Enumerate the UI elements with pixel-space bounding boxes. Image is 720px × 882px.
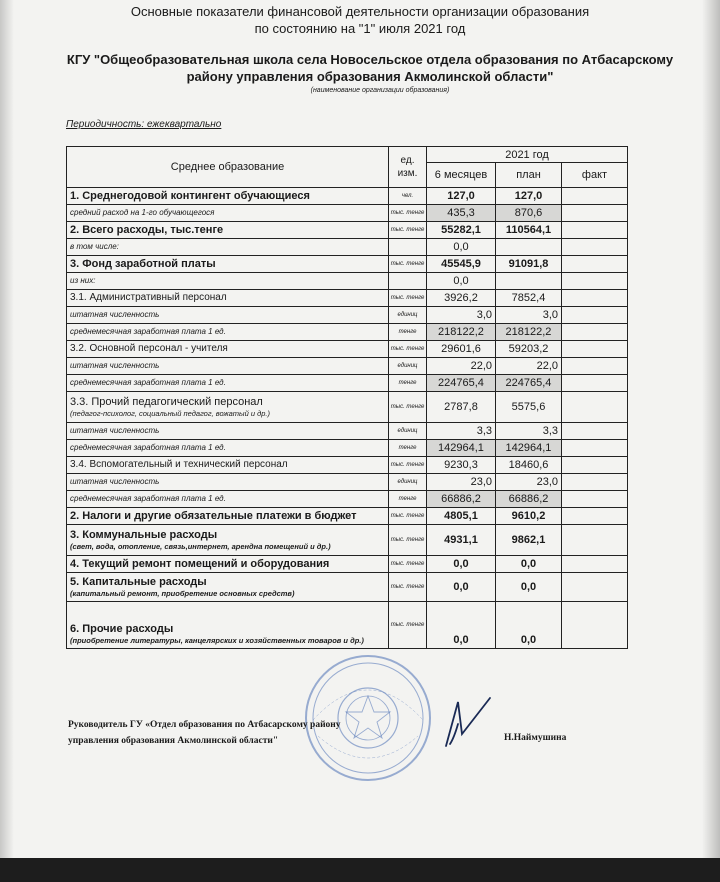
cell-fact [562,440,628,457]
cell-m6: 66886,2 [427,491,496,508]
cell-fact [562,256,628,273]
cell-fact [562,457,628,474]
row-label: среднемесячная заработная плата 1 ед. [67,491,389,508]
cell-plan: 59203,2 [496,341,562,358]
row-label: 2. Налоги и другие обязательные платежи в бюджет [67,508,389,525]
row-unit: тыс. тенге [389,222,427,239]
row-label-main: 3. Коммунальные расходы [70,528,218,541]
row-label: средний расход на 1-го обучающегося [67,205,389,222]
cell-m6: 218122,2 [427,324,496,341]
row-label-main: 3.3. Прочий педагогический персонал [70,395,263,408]
row-label: в том числе: [67,239,389,256]
row-label-sub: (свет, вода, отопление, связь,интернет, арендна помещений и др.) [70,541,331,551]
cell-fact [562,324,628,341]
official-seal-stamp [288,640,448,790]
signature-block [68,717,341,749]
table-row [67,307,628,324]
cell-m6: 127,0 [427,188,496,205]
cell-fact [562,556,628,573]
row-label: 3. Фонд заработной платы [67,256,389,273]
row-unit: единиц [389,423,427,440]
row-label: штатная численность [67,358,389,375]
cell-plan: 142964,1 [496,440,562,457]
cell-plan: 5575,6 [496,392,562,423]
row-label: штатная численность [67,307,389,324]
row-label: среднемесячная заработная плата 1 ед. [67,375,389,392]
table-row [67,525,628,556]
cell-m6: 142964,1 [427,440,496,457]
cell-plan [496,273,562,290]
cell-plan: 23,0 [496,474,562,491]
cell-m6: 4805,1 [427,508,496,525]
table-row [67,341,628,358]
row-unit: тыс. тенге [389,508,427,525]
cell-fact [562,222,628,239]
periodicity-label: Периодичность: ежеквартально [66,119,222,130]
header-year: 2021 год [427,147,628,163]
row-label-main: 5. Капитальные расходы [70,575,207,588]
table-row [67,273,628,290]
table-row [67,375,628,392]
row-label-sub: (педагог-психолог, социальный педагог, вожатый и др.) [70,408,270,418]
cell-m6: 3,0 [427,307,496,324]
row-label: штатная численность [67,423,389,440]
cell-m6: 0,0 [427,556,496,573]
cell-plan: 110564,1 [496,222,562,239]
cell-fact [562,474,628,491]
cell-m6: 0,0 [427,239,496,256]
row-unit [389,239,427,256]
cell-plan: 18460,6 [496,457,562,474]
cell-m6: 0,0 [427,602,496,649]
table-row [67,290,628,307]
cell-m6: 3926,2 [427,290,496,307]
table-row [67,457,628,474]
cell-fact [562,423,628,440]
table-row [67,440,628,457]
cell-plan: 3,0 [496,307,562,324]
cell-m6: 23,0 [427,474,496,491]
table-row [67,474,628,491]
row-label: из них: [67,273,389,290]
table-row [67,222,628,239]
cell-fact [562,358,628,375]
row-label [67,573,389,602]
cell-fact [562,341,628,358]
cell-m6: 0,0 [427,273,496,290]
cell-m6: 0,0 [427,573,496,602]
table-row [67,205,628,222]
document-title-line1: Основные показатели финансовой деятельности организации образования [130,4,590,19]
row-unit: тыс. тенге [389,457,427,474]
cell-plan: 66886,2 [496,491,562,508]
cell-plan: 0,0 [496,573,562,602]
cell-fact [562,525,628,556]
table-row [67,423,628,440]
row-label: 3.1. Административный персонал [67,290,389,307]
cell-plan: 9610,2 [496,508,562,525]
header-6-months: 6 месяцев [427,163,496,188]
cell-fact [562,273,628,290]
cell-fact [562,602,628,649]
cell-plan: 0,0 [496,602,562,649]
row-unit: тыс. тенге [389,392,427,423]
table-row [67,491,628,508]
row-unit: тенге [389,440,427,457]
cell-m6: 45545,9 [427,256,496,273]
table-row [67,508,628,525]
cell-plan: 9862,1 [496,525,562,556]
row-unit: тыс. тенге [389,290,427,307]
row-unit: единиц [389,358,427,375]
cell-fact [562,188,628,205]
cell-fact [562,392,628,423]
table-row [67,392,628,423]
row-unit: тенге [389,491,427,508]
cell-fact [562,508,628,525]
cell-plan: 224765,4 [496,375,562,392]
row-unit: тыс. тенге [389,341,427,358]
signature-title-line2: управления образования Акмолинской области" [68,736,279,746]
cell-fact [562,573,628,602]
row-label: среднемесячная заработная плата 1 ед. [67,440,389,457]
cell-plan: 91091,8 [496,256,562,273]
cell-fact [562,290,628,307]
cell-fact [562,375,628,392]
cell-m6: 435,3 [427,205,496,222]
financial-table [66,146,628,649]
table-row [67,239,628,256]
cell-fact [562,307,628,324]
signature-mark [440,694,500,754]
cell-fact [562,205,628,222]
cell-m6: 29601,6 [427,341,496,358]
row-unit: тыс. тенге [389,573,427,602]
row-label-sub: (капитальный ремонт, приобретение основных средств) [70,588,295,598]
cell-fact [562,491,628,508]
row-label: 3.4. Вспомогательный и технический персонал [67,457,389,474]
row-unit: тыс. тенге [389,602,427,649]
cell-m6: 2787,8 [427,392,496,423]
table-row [67,556,628,573]
cell-plan: 218122,2 [496,324,562,341]
row-unit: чел. [389,188,427,205]
table-row [67,324,628,341]
organization-name-line2: району управления образования Акмолинской области" [186,69,554,84]
signature-title-line1: Руководитель ГУ «Отдел образования по Атбасарскому району [68,720,341,730]
header-plan: план [496,163,562,188]
row-label: 4. Текущий ремонт помещений и оборудования [67,556,389,573]
header-main-col: Среднее образование [67,147,389,188]
header-unit-col: ед. изм. [389,147,427,188]
row-label-main: 6. Прочие расходы [70,623,174,635]
row-label: 1. Среднегодовой контингент обучающиеся [67,188,389,205]
table-row [67,573,628,602]
cell-m6: 3,3 [427,423,496,440]
table-header-row [67,147,628,163]
row-label [67,525,389,556]
table-row [67,358,628,375]
row-label [67,392,389,423]
cell-plan: 3,3 [496,423,562,440]
row-label-sub: (приобретение литературы, канцелярских и хозяйственных товаров и др.) [70,636,364,645]
cell-fact [562,239,628,256]
cell-m6: 4931,1 [427,525,496,556]
row-unit: тыс. тенге [389,556,427,573]
cell-plan: 22,0 [496,358,562,375]
header-fact: факт [562,163,628,188]
row-label: среднемесячная заработная плата 1 ед. [67,324,389,341]
row-unit: тенге [389,375,427,392]
document-title-line2: по состоянию на "1" июля 2021 год [254,21,466,36]
page-shadow-right [702,0,720,858]
row-label: 2. Всего расходы, тыс.тенге [67,222,389,239]
organization-name-line1: КГУ "Общеобразовательная школа села Новосельское отдела образования по Атбасарскому [66,52,674,67]
row-unit: тыс. тенге [389,205,427,222]
cell-m6: 22,0 [427,358,496,375]
cell-plan: 870,6 [496,205,562,222]
signer-name: Н.Наймушина [504,733,567,743]
page-shadow-left [0,0,14,858]
cell-m6: 9230,3 [427,457,496,474]
viewer-bottom-bar [0,858,720,882]
cell-plan: 7852,4 [496,290,562,307]
row-label: штатная численность [67,474,389,491]
organization-caption: (наименование организации образования) [310,87,450,94]
cell-plan [496,239,562,256]
table-row [67,256,628,273]
row-unit: единиц [389,307,427,324]
cell-m6: 224765,4 [427,375,496,392]
row-label: 3.2. Основной персонал - учителя [67,341,389,358]
row-unit: тенге [389,324,427,341]
row-unit: тыс. тенге [389,525,427,556]
row-unit [389,273,427,290]
cell-m6: 55282,1 [427,222,496,239]
table-row [67,188,628,205]
cell-plan: 127,0 [496,188,562,205]
cell-plan: 0,0 [496,556,562,573]
row-unit: единиц [389,474,427,491]
row-unit: тыс. тенге [389,256,427,273]
